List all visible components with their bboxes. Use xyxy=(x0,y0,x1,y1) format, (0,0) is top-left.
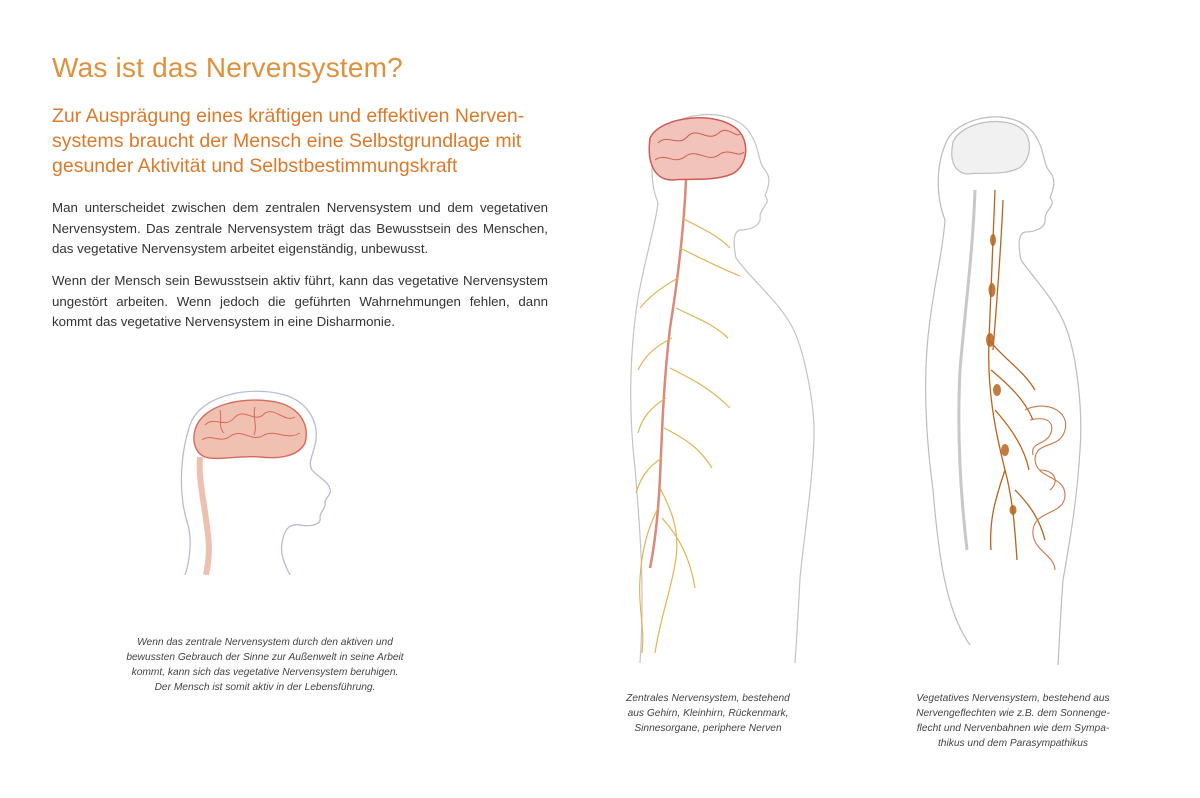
paragraph-line: kommt das vegetative Nervensystem in eine Disharmonie. xyxy=(52,314,395,329)
second-paragraph xyxy=(52,271,548,333)
brain-shape xyxy=(194,400,306,458)
caption-head xyxy=(100,635,430,695)
subtitle-line: gesunder Aktivität und Selbstbestimmungskraft xyxy=(52,155,458,177)
caption-vegetative xyxy=(888,691,1138,751)
vegetative-nervous-system-illustration xyxy=(905,110,1095,665)
caption-line: Zentrales Nervensystem, bestehend xyxy=(626,693,790,704)
caption-line: aus Gehirn, Kleinhirn, Rückenmark, xyxy=(627,708,789,719)
peripheral-nerves xyxy=(636,218,740,653)
caption-line: flecht und Nervenbahnen wie dem Sympa- xyxy=(916,723,1110,734)
intro-paragraph xyxy=(52,198,548,260)
subtitle xyxy=(52,104,552,179)
caption-line: Wenn das zentrale Nervensystem durch den aktiven und xyxy=(137,637,393,648)
paragraph-line: Nervensystem. Das zentrale Nervensystem trägt das Bewusstsein des Menschen, xyxy=(52,220,548,236)
caption-line: Vegetatives Nervensystem, bestehend aus xyxy=(916,693,1110,704)
paragraph-line: Man unterscheidet zwischen dem zentralen Nervensystem und dem vegetativen xyxy=(52,200,548,215)
head-brain-illustration xyxy=(160,385,345,575)
paragraph-line: Wenn der Mensch sein Bewusstsein aktiv führt, kann das vegetative Nervensystem xyxy=(52,273,548,288)
caption-line: bewussten Gebrauch der Sinne zur Außenwelt in seine Arbeit xyxy=(126,652,404,663)
caption-line: Der Mensch ist somit aktiv in der Lebensführung. xyxy=(154,682,376,693)
subtitle-line: systems braucht der Mensch eine Selbstgrundlage mit xyxy=(52,130,522,152)
page-title: Was ist das Nervensystem? xyxy=(52,52,403,83)
caption-line: kommt, kann sich das vegetative Nervensystem beruhigen. xyxy=(131,667,399,678)
caption-line: Nervengeflechten wie z.B. dem Sonnenge- xyxy=(916,708,1110,719)
caption-line: thikus und dem Parasympathikus xyxy=(937,738,1089,749)
central-nervous-system-illustration xyxy=(600,108,820,663)
vegetative-nerves xyxy=(989,190,1045,560)
paragraph-line: das vegetative Nervensystem arbeitet eigenständig, unbewusst. xyxy=(52,241,429,256)
paragraph-line: ungestört arbeiten. Wenn jedoch die geführten Wahrnehmungen fehlen, dann xyxy=(52,293,548,309)
caption-central xyxy=(598,691,818,736)
caption-line: Sinnesorgane, periphere Nerven xyxy=(634,723,782,734)
intestine-plexus xyxy=(1025,406,1066,570)
subtitle-line: Zur Ausprägung eines kräftigen und effektiven Nerven- xyxy=(52,105,525,127)
brain-shape xyxy=(649,118,745,180)
vertebral-column xyxy=(959,190,975,550)
nerve-ganglia xyxy=(986,234,1017,515)
